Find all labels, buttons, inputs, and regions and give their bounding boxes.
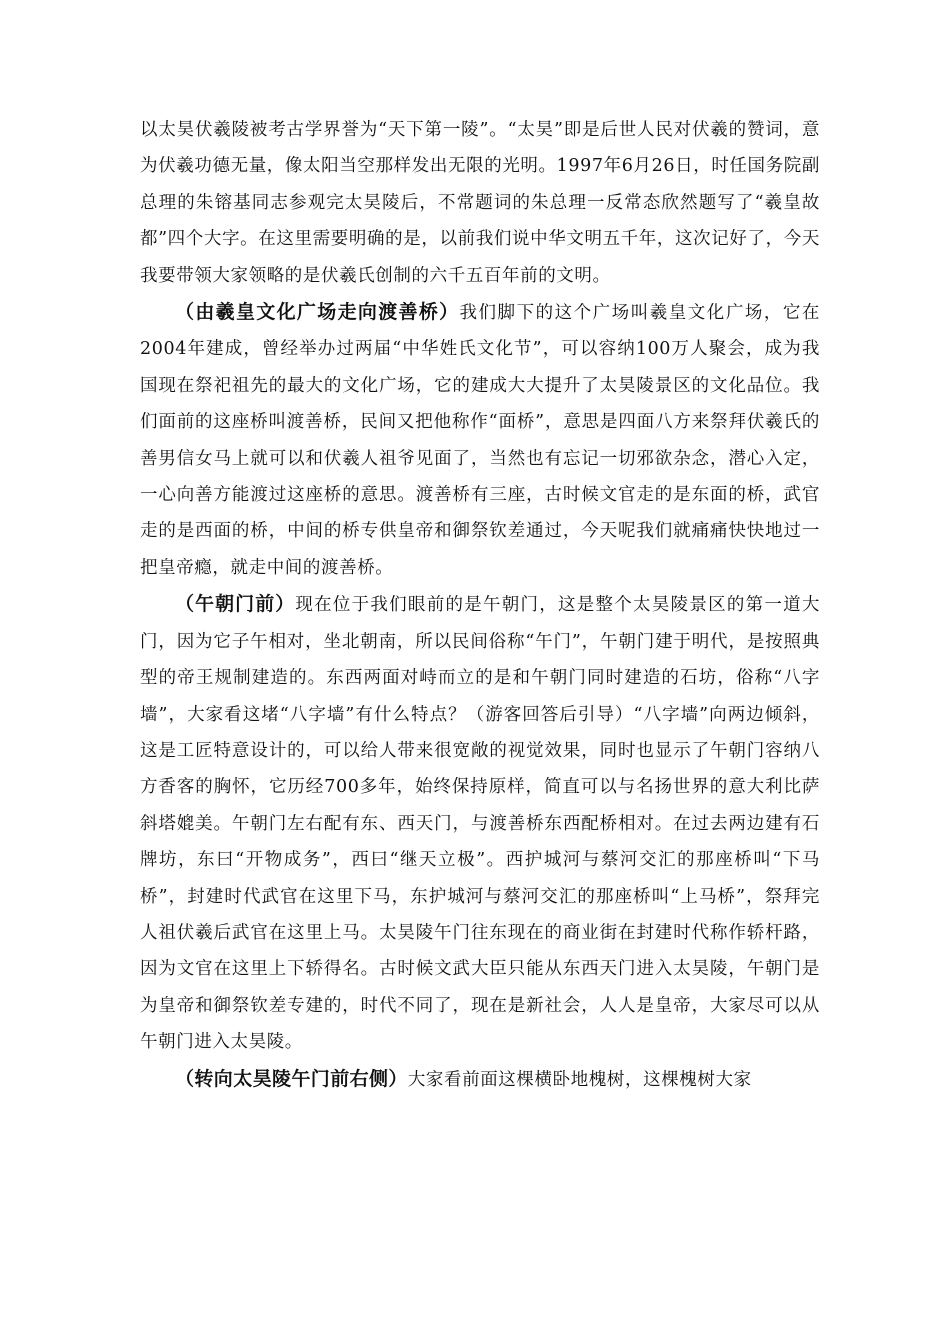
document-body: [140, 112, 820, 1098]
section-heading: （由羲皇文化广场走向渡善桥）: [175, 301, 460, 324]
paragraph-text: 现在位于我们眼前的是午朝门，这是整个太昊陵景区的第一道大门，因为它子午相对，坐北朝南，所以民间俗称“午门”，午朝门建于明代，是按照典型的帝王规制建造的。东西两面对峙而立的是和午朝门同时建造的石坊，俗称“八字墙”，大家看这堵“八字墙”有什么特点？（游客回答后引导）“八字墙”向两边倾斜，这是工匠特意设计的，可以给人带来很宽敞的视觉效果，同时也显示了午朝门容纳八方香客的胸怀，它历经700多年，始终保持原样，简直可以与名扬世界的意大利比萨斜塔媲美。午朝门左右配有东、西天门，与渡善桥东西配桥相对。在过去两边建有石牌坊，东曰“开物成务”，西曰“继天立极”。西护城河与蔡河交汇的那座桥叫“下马桥”，封建时代武官在这里下马，东护城河与蔡河交汇的那座桥叫“上马桥”，祭拜完人祖伏羲后武官在这里上马。太昊陵午门往东现在的商业街在封建时代称作轿杆路，因为文官在这里上下轿得名。古时候文武大臣只能从东西天门进入太昊陵，午朝门是为皇帝和御祭钦差专建的，时代不同了，现在是新社会，人人是皇帝，大家尽可以从午朝门进入太昊陵。: [140, 595, 820, 1053]
section-heading: （转向太昊陵午门前右侧）: [175, 1067, 408, 1090]
section-heading: （午朝门前）: [175, 593, 296, 616]
paragraph-text: 以太昊伏羲陵被考古学界誉为“天下第一陵”。“太昊”即是后世人民对伏羲的赞词，意为伏羲功德无量，像太阳当空那样发出无限的光明。1997年6月26日，时任国务院副总理的朱镕基同志参观完太昊陵后，不常题词的朱总理一反常态欣然题写了“羲皇故都”四个大字。在这里需要明确的是，以前我们说中华文明五千年，这次记好了，今天我要带领大家领略的是伏羲氏创制的六千五百年前的文明。: [140, 120, 820, 286]
paragraph-text: 大家看前面这棵横卧地槐树，这棵槐树大家: [407, 1069, 752, 1090]
paragraph-text: 我们脚下的这个广场叫羲皇文化广场，它在2004年建成，曾经举办过两届“中华姓氏文化节”，可以容纳100万人聚会，成为我国现在祭祀祖先的最大的文化广场，它的建成大大提升了太昊陵景区的文化品位。我们面前的这座桥叫渡善桥，民间又把他称作“面桥”，意思是四面八方来祭拜伏羲氏的善男信女马上就可以和伏羲人祖爷见面了，当然也有忘记一切邪欲杂念，潜心入定，一心向善方能渡过这座桥的意思。渡善桥有三座，古时候文官走的是东面的桥，武官走的是西面的桥，中间的桥专供皇帝和御祭钦差通过，今天呢我们就痛痛快快地过一把皇帝瘾，就走中间的渡善桥。: [140, 303, 820, 578]
paragraph-dushan-bridge: [140, 294, 820, 586]
paragraph-right-side: [140, 1061, 820, 1098]
paragraph-intro: [140, 112, 820, 294]
paragraph-wuchao-gate: [140, 586, 820, 1060]
